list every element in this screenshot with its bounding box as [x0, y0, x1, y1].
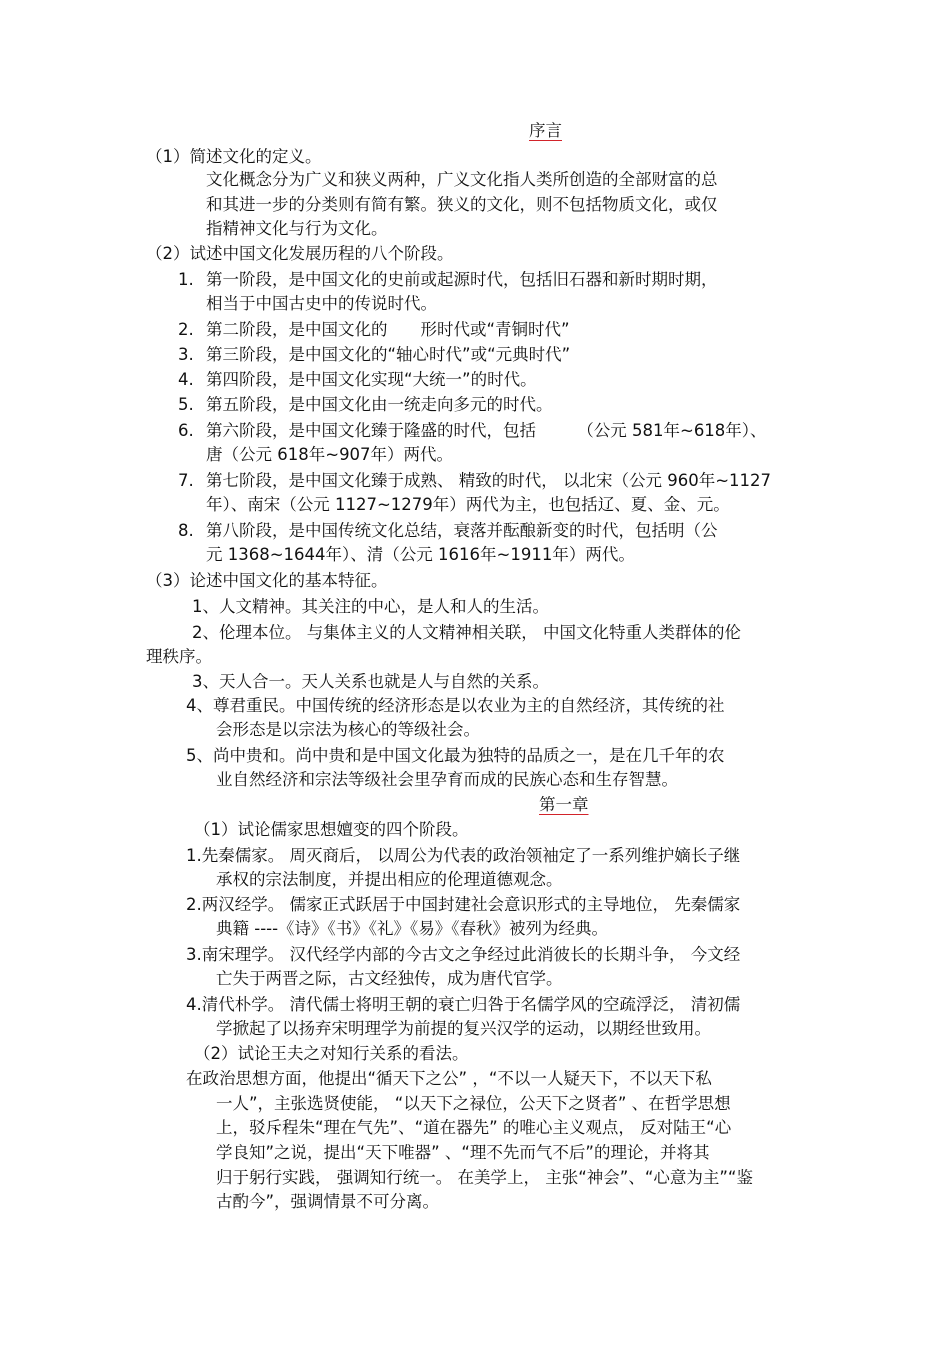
wang-fuzhi-line-2: 一人”，主张选贤使能， “以天下之禄位，公天下之贤者” 、在哲学思想	[216, 1094, 731, 1113]
preface-q1-answer-line-3: 指精神文化与行为文化。	[206, 219, 388, 238]
preface-title: 序言	[529, 121, 562, 140]
stage-han-line-2: 典籍 ----《诗》《书》《礼》《易》《春秋》被列为经典。	[216, 919, 609, 938]
wang-fuzhi-line-4: 学良知”之说，提出“天下唯器” 、“理不先而气不后”的理论，并将其	[216, 1143, 710, 1162]
wang-fuzhi-line-1: 在政治思想方面，他提出“循天下之公” ，“不以一人疑天下，不以天下私	[186, 1069, 712, 1088]
stage-qing-line-2: 学掀起了以扬弃宋明理学为前提的复兴汉学的运动，以期经世致用。	[216, 1019, 711, 1038]
stage-5-number: 5.	[178, 395, 194, 414]
preface-q3-question: （3）论述中国文化的基本特征。	[146, 571, 388, 590]
preface-q1-question: （1）简述文化的定义。	[146, 147, 322, 166]
stage-1-line-1: 第一阶段，是中国文化的史前或起源时代，包括旧石器和新时期时期，	[206, 270, 718, 289]
feature-5-line-2: 业自然经济和宗法等级社会里孕育而成的民族心态和生存智慧。	[216, 770, 678, 789]
chapter1-q2-question: （2）试论王夫之对知行关系的看法。	[194, 1044, 469, 1063]
preface-q1-answer-line-1: 文化概念分为广义和狭义两种，广义文化指人类所创造的全部财富的总	[206, 170, 718, 189]
stage-1-line-2: 相当于中国古史中的传说时代。	[206, 294, 437, 313]
stage-8-line-2: 元 1368~1644年）、清（公元 1616年~1911年）两代。	[206, 545, 635, 564]
stage-pre-qin-line-1: 1.先秦儒家。 周灭商后， 以周公为代表的政治领袖定了一系列维护嫡长子继	[186, 846, 741, 865]
feature-1: 1、人文精神。其关注的中心，是人和人的生活。	[192, 597, 549, 616]
feature-3: 3、天人合一。天人关系也就是人与自然的关系。	[192, 672, 549, 691]
stage-3-line-1: 第三阶段，是中国文化的“轴心时代”或“元典时代”	[206, 345, 571, 364]
chapter1-q1-question: （1）试论儒家思想嬗变的四个阶段。	[194, 820, 469, 839]
wang-fuzhi-line-6: 古酌今”，强调情景不可分离。	[216, 1192, 440, 1211]
stage-4-line-1: 第四阶段，是中国文化实现“大统一”的时代。	[206, 370, 537, 389]
stage-song-line-1: 3.南宋理学。 汉代经学内部的今古文之争经过此消彼长的长期斗争， 今文经	[186, 945, 741, 964]
stage-5-line-1: 第五阶段，是中国文化由一统走向多元的时代。	[206, 395, 553, 414]
stage-2-number: 2.	[178, 320, 194, 339]
stage-6-number: 6.	[178, 421, 194, 440]
preface-q2-question: （2）试述中国文化发展历程的八个阶段。	[146, 244, 454, 263]
stage-1-number: 1.	[178, 270, 194, 289]
feature-2-line-1: 2、伦理本位。 与集体主义的人文精神相关联， 中国文化特重人类群体的伦	[192, 623, 741, 642]
stage-8-number: 8.	[178, 521, 194, 540]
stage-8-line-1: 第八阶段，是中国传统文化总结，衰落并酝酿新变的时代，包括明（公	[206, 521, 718, 540]
stage-7-line-2: 年）、南宋（公元 1127~1279年）两代为主，也包括辽、夏、金、元。	[206, 495, 730, 514]
stage-3-number: 3.	[178, 345, 194, 364]
feature-5-line-1: 5、尚中贵和。尚中贵和是中国文化最为独特的品质之一，是在几千年的农	[186, 746, 725, 765]
stage-7-number: 7.	[178, 471, 194, 490]
stage-2-line-1: 第二阶段，是中国文化的 形时代或“青铜时代”	[206, 320, 570, 339]
feature-2-line-2: 理秩序。	[146, 647, 212, 666]
stage-qing-line-1: 4.清代朴学。 清代儒士将明王朝的衰亡归咎于名儒学风的空疏浮泛， 清初儒	[186, 995, 741, 1014]
stage-7-line-1: 第七阶段，是中国文化臻于成熟、 精致的时代， 以北宋（公元 960年~1127	[206, 471, 772, 490]
stage-4-number: 4.	[178, 370, 194, 389]
stage-6-line-2: 唐（公元 618年~907年）两代。	[206, 445, 454, 464]
wang-fuzhi-line-5: 归于躬行实践， 强调知行统一。 在美学上， 主张“神会”、“心意为主”“鉴	[216, 1168, 753, 1187]
stage-6-line-1: 第六阶段，是中国文化臻于隆盛的时代，包括 （公元 581年~618年）、	[206, 421, 767, 440]
preface-q1-answer-line-2: 和其进一步的分类则有简有繁。狭义的文化，则不包括物质文化，或仅	[206, 195, 718, 214]
wang-fuzhi-line-3: 上，驳斥程朱“理在气先”、“道在器先” 的唯心主义观点， 反对陆王“心	[216, 1118, 732, 1137]
feature-4-line-2: 会形态是以宗法为核心的等级社会。	[216, 720, 480, 739]
stage-pre-qin-line-2: 承权的宗法制度，并提出相应的伦理道德观念。	[216, 870, 563, 889]
feature-4-line-1: 4、尊君重民。中国传统的经济形态是以农业为主的自然经济，其传统的社	[186, 696, 725, 715]
stage-han-line-1: 2.两汉经学。 儒家正式跃居于中国封建社会意识形式的主导地位， 先秦儒家	[186, 895, 741, 914]
stage-song-line-2: 亡失于两晋之际，古文经独传，成为唐代官学。	[216, 969, 563, 988]
chapter1-title: 第一章	[539, 795, 589, 814]
